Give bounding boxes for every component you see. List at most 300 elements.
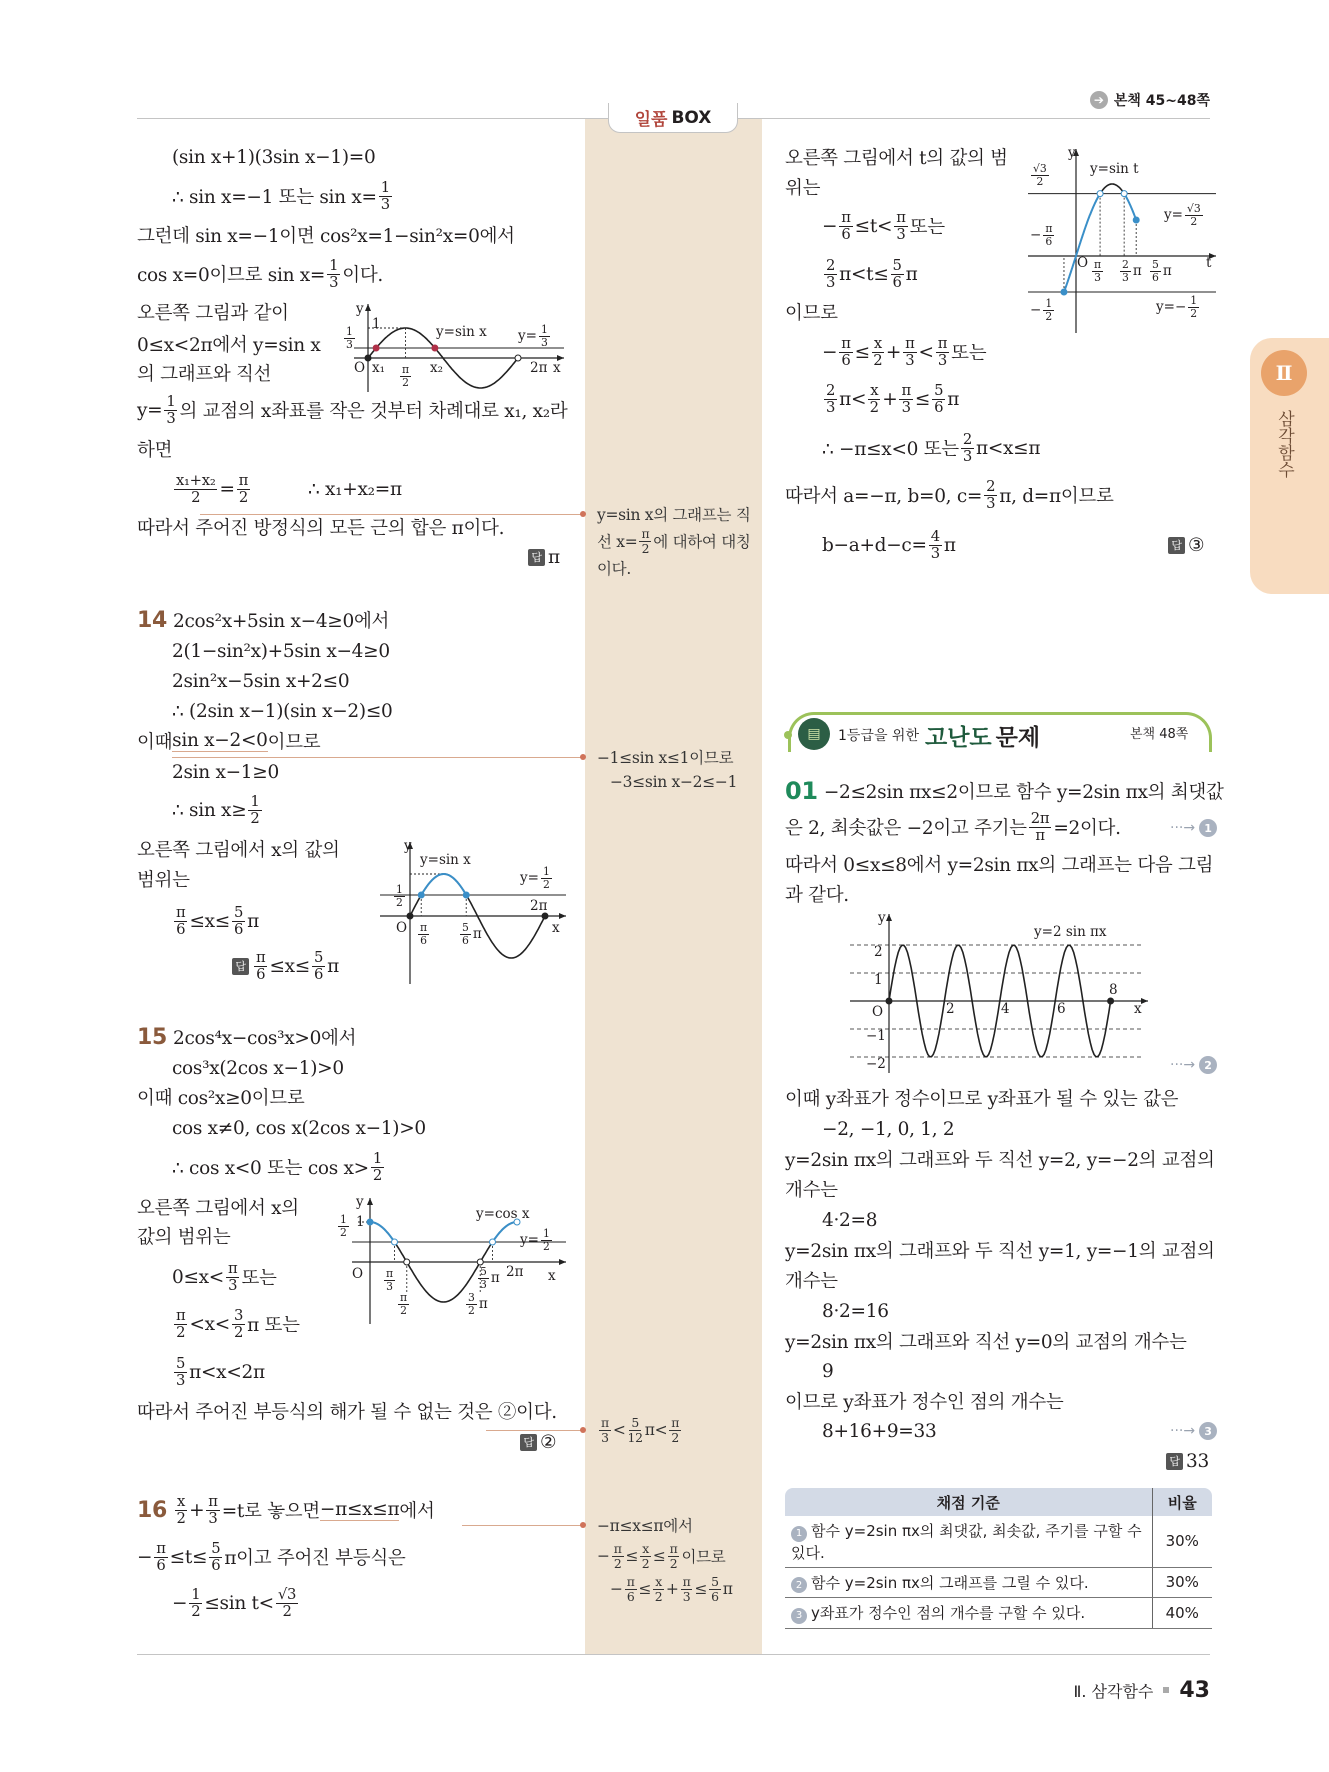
title-suffix: 문제: [995, 724, 1041, 751]
math-text: 이므로: [267, 732, 321, 753]
grading-table: [785, 1488, 1212, 1629]
math-text: ∴ sin x≥: [172, 799, 247, 821]
math-text: π: [722, 1580, 733, 1598]
book-reference: [1090, 90, 1210, 110]
fraction: [625, 1575, 637, 1603]
fraction: [232, 905, 245, 938]
table-row: 3 y좌표가 정수인 점의 개수를 구할 수 있다. 40%: [785, 1598, 1212, 1629]
math-text: 0≤x<: [172, 1266, 225, 1288]
fraction: [478, 1266, 489, 1290]
math-text: +: [885, 341, 902, 363]
numerator: 1: [372, 1149, 382, 1167]
math-text: y=2 sin πx: [1034, 924, 1107, 940]
note-bullet: [580, 754, 586, 760]
fraction: [894, 210, 907, 243]
denominator: 2: [869, 398, 879, 416]
denominator: 6: [462, 933, 469, 947]
math-text: π: [478, 1296, 488, 1312]
graph-sin-t: [1028, 145, 1218, 335]
numerator: 5: [233, 903, 244, 921]
math-text: 이때 y좌표가 정수이므로 y좌표가 될 수 있는 값은: [785, 1089, 1179, 1110]
math-text: 2: [874, 944, 883, 960]
math-text: 하면: [137, 440, 173, 461]
fraction: [639, 527, 651, 555]
point: [515, 355, 521, 361]
fraction: [628, 1416, 643, 1444]
denominator: 3: [346, 337, 353, 351]
math-text: π: [943, 534, 956, 556]
point: [418, 892, 424, 898]
math-text: π: [1132, 263, 1142, 279]
math-text: y=sin x: [436, 324, 487, 340]
denominator: 2: [641, 540, 650, 556]
denominator: 6: [420, 933, 427, 947]
fraction: [164, 394, 177, 427]
math-text: 따라서 주어진 방정식의 모든 근의 합은 π이다.: [137, 518, 505, 539]
fraction: [868, 383, 880, 416]
problem-number: 16: [137, 1497, 168, 1523]
math-text: 위는: [785, 178, 821, 199]
denominator: 6: [233, 920, 244, 938]
point: [886, 998, 892, 1004]
footer-chapter: Ⅱ. 삼각함수: [1073, 1681, 1154, 1701]
denominator: 2: [1045, 309, 1053, 323]
point: [407, 913, 413, 919]
denominator: 3: [208, 1509, 218, 1527]
math-text: <x<: [189, 1313, 230, 1335]
math-text: ≤t≤: [169, 1546, 208, 1568]
math-text: −2≤2sin πx≤2이므로 함수 y=2sin πx의 최댓값: [823, 782, 1224, 803]
denominator: 3: [905, 351, 915, 369]
math-text: −2: [866, 1056, 886, 1072]
denominator: 3: [601, 1429, 609, 1445]
numerator: 1: [166, 392, 176, 410]
math-text: −: [822, 215, 838, 237]
math-text: 에서: [399, 1501, 435, 1522]
math-text: y: [878, 910, 886, 926]
math-text: π 또는: [247, 1315, 300, 1336]
numerator: π: [1045, 221, 1053, 235]
math-text: =t로 놓으면: [221, 1501, 320, 1522]
fraction: [154, 1541, 167, 1574]
numerator: 1: [340, 1212, 347, 1226]
math-text: O: [872, 1004, 884, 1020]
point: [365, 355, 371, 361]
denominator: 2: [402, 375, 409, 389]
denominator: 2: [396, 895, 403, 909]
page-number: 43: [1179, 1677, 1210, 1703]
denominator: 3: [540, 335, 548, 349]
numerator: 2π: [1030, 809, 1050, 827]
math-text: 이므로: [681, 1548, 726, 1566]
math-text: −: [172, 1592, 188, 1614]
y-arrow-icon: [886, 914, 892, 921]
math-text: ③: [1188, 534, 1205, 556]
title-prefix: 1등급을 위한: [838, 728, 919, 744]
math-text: π: [472, 926, 482, 942]
numerator: π: [841, 334, 851, 352]
denominator: 6: [1045, 234, 1053, 248]
denominator: 3: [986, 494, 996, 512]
math-text: y=cos x: [476, 1206, 530, 1222]
denominator: 3: [682, 1588, 691, 1604]
denominator: 2: [191, 1602, 201, 1620]
numerator: 1: [396, 882, 403, 896]
math-text: 8: [1109, 982, 1118, 998]
math-text: π<: [644, 1421, 668, 1439]
point: [1121, 191, 1127, 197]
math-text: y: [356, 301, 364, 317]
numerator: 2: [962, 430, 972, 448]
fraction: [398, 1292, 409, 1316]
math-text: y=: [1164, 207, 1183, 223]
math-text: 오른쪽 그림에서 x의 값의: [137, 840, 340, 861]
fraction: [232, 1308, 245, 1341]
numerator: 2: [986, 477, 996, 495]
numerator: 5: [631, 1415, 639, 1431]
point: [432, 345, 438, 351]
math-text: π: [490, 1270, 500, 1286]
math-text: ≤sin t<: [204, 1592, 274, 1614]
math-text: ≤: [854, 341, 870, 363]
math-text: 의 교점의 x좌표를 작은 것부터 차례대로 x₁, x₂라: [179, 401, 568, 422]
math-text: 1: [356, 1214, 365, 1230]
denominator: 6: [176, 920, 186, 938]
numerator: √3: [1033, 161, 1047, 175]
denominator: 3: [826, 273, 836, 291]
fraction: [371, 1151, 384, 1184]
numerator: 3: [233, 1306, 244, 1324]
math-text: 0≤x<2π에서 y=sin x: [137, 335, 321, 356]
math-text: 또는: [951, 343, 987, 364]
math-text: 2: [946, 1001, 955, 1017]
numerator: π: [402, 362, 410, 376]
denominator: 2: [613, 1555, 622, 1571]
math-text: y=: [520, 1232, 539, 1248]
math-text: π: [1162, 263, 1172, 279]
math-text: +: [665, 1580, 679, 1598]
math-text: y=sin x: [420, 852, 471, 868]
denominator: 2: [654, 1588, 663, 1604]
numerator: π: [626, 1574, 635, 1590]
note-bullet: [580, 511, 586, 517]
math-text: −: [137, 1546, 153, 1568]
math-text: y=−: [1156, 299, 1187, 315]
math-text: ∴ x₁+x₂=π: [308, 478, 402, 500]
math-text: π: [947, 388, 960, 410]
curve: [493, 1222, 518, 1242]
box-title-b: BOX: [671, 107, 712, 128]
math-text: x₂: [430, 360, 444, 376]
numerator: 5: [462, 920, 469, 934]
fraction: [206, 1494, 219, 1527]
denominator: 2: [372, 1166, 382, 1184]
hard-box-ref: 본책 48쪽: [1130, 727, 1189, 742]
denominator: π: [1035, 826, 1045, 844]
denominator: 2: [671, 1429, 679, 1445]
fraction: [1031, 163, 1049, 187]
denominator: 6: [626, 1588, 635, 1604]
math-text: −: [610, 1580, 623, 1598]
point: [1097, 191, 1103, 197]
numerator: 5: [934, 381, 944, 399]
point: [373, 345, 379, 351]
col-ratio: 비율: [1152, 1488, 1212, 1516]
math-text: 2π: [530, 898, 548, 914]
math-text: 선 x=: [597, 533, 638, 551]
math-text: <: [612, 1421, 626, 1439]
fraction: [312, 950, 325, 983]
answer-icon: 답: [1166, 1453, 1183, 1470]
numerator: 1: [346, 324, 353, 338]
numerator: π: [937, 334, 948, 352]
math-text: 이므로 y좌표가 정수인 점의 개수는: [785, 1392, 1064, 1413]
answer-icon: 답: [528, 549, 545, 566]
numerator: π: [400, 1290, 408, 1304]
point: [463, 892, 469, 898]
fraction: [418, 922, 429, 946]
fraction: [175, 1494, 187, 1527]
math-text: 범위는: [137, 870, 190, 891]
denominator: 6: [256, 965, 266, 983]
denominator: 2: [1190, 306, 1198, 320]
fraction: [344, 326, 355, 350]
fraction: [248, 794, 261, 827]
math-text: −π≤x≤π에서: [597, 1517, 693, 1535]
numerator: 2: [1122, 257, 1129, 271]
denominator: 2: [542, 877, 550, 891]
denominator: 3: [826, 398, 836, 416]
denominator: 12: [627, 1429, 643, 1445]
numerator: 1: [380, 178, 390, 196]
fraction: [932, 383, 945, 416]
math-text: 2sin x−1≥0: [172, 761, 279, 783]
numerator: π: [386, 1266, 394, 1280]
title-main: 고난도: [924, 724, 992, 751]
fraction: [174, 1308, 187, 1341]
math-text: <: [918, 341, 934, 363]
denominator: 2: [282, 1602, 292, 1620]
note-bullet: [580, 1427, 586, 1433]
denominator: 2: [542, 1239, 550, 1253]
math-text: y=: [520, 870, 539, 886]
denominator: 2: [400, 1303, 407, 1317]
numerator: 5: [711, 1574, 719, 1590]
math-text: +: [882, 388, 898, 410]
denominator: 6: [841, 225, 851, 243]
chapter-tab[interactable]: [1250, 338, 1329, 594]
math-text: O: [396, 920, 408, 936]
y-arrow-icon: [367, 1198, 373, 1205]
math-text: −: [822, 341, 838, 363]
square-icon: [1163, 1687, 1169, 1693]
math-text: −3≤sin x−2≤−1: [610, 773, 738, 791]
math-text: π, d=π이므로: [999, 486, 1114, 507]
math-text: cos x≠0, cos x(2cos x−1)>0: [172, 1117, 426, 1139]
denominator: 2: [191, 488, 201, 506]
point: [367, 1219, 373, 1225]
math-text: y=2sin πx의 그래프와 두 직선 y=1, y=−1의 교점의: [785, 1241, 1215, 1262]
fraction: [929, 529, 942, 562]
math-text: 또는: [241, 1268, 277, 1289]
frame-dot: [784, 731, 792, 739]
math-text: π: [327, 955, 339, 977]
numerator: π: [176, 1306, 186, 1324]
denominator: 6: [156, 1556, 166, 1574]
math-text: 2sin²x−5sin x+2≤0: [172, 670, 350, 692]
fraction: [237, 473, 250, 506]
math-text: 이므로: [785, 303, 838, 324]
denominator: 2: [176, 1323, 186, 1341]
numerator: π: [176, 903, 186, 921]
fraction: [174, 905, 187, 938]
numerator: π: [420, 920, 428, 934]
math-text: 또는: [909, 217, 945, 238]
math-text: ∴ −π≤x<0 또는: [822, 439, 959, 460]
math-text: π: [548, 546, 560, 568]
math-text: 1: [372, 316, 381, 332]
reference-text: 본책 45~48쪽: [1113, 93, 1210, 109]
denominator: 2: [873, 351, 883, 369]
math-text: ∴ sin x=−1 또는 sin x=: [172, 187, 377, 208]
denominator: 2: [669, 1555, 678, 1571]
math-text: −1≤sin x≤1이므로: [597, 749, 734, 767]
numerator: π: [901, 381, 911, 399]
math-text: y: [1068, 145, 1076, 161]
math-text: 이다.: [342, 265, 383, 286]
numerator: 1: [542, 1226, 550, 1240]
numerator: x: [873, 334, 882, 352]
fraction: [226, 1261, 239, 1294]
fraction: [466, 1292, 477, 1316]
fraction: [379, 180, 392, 213]
table-row: 1 함수 y=2sin πx의 최댓값, 최솟값, 주기를 구할 수 있다. 30%: [785, 1516, 1212, 1567]
math-text: x: [548, 1268, 556, 1284]
numerator: 1: [329, 256, 339, 274]
math-text: O: [354, 360, 366, 376]
numerator: 5: [211, 1539, 221, 1557]
numerator: 2: [826, 381, 836, 399]
math-text: 1: [874, 972, 883, 988]
numerator: π: [905, 334, 915, 352]
math-text: 이다.: [597, 560, 631, 578]
numerator: π: [156, 1539, 166, 1557]
math-text: 2π: [506, 1264, 524, 1280]
denominator: 2: [233, 1323, 244, 1341]
math-text: x: [1134, 1001, 1142, 1017]
fraction: [936, 336, 949, 369]
numerator: π: [682, 1574, 691, 1590]
math-text: ≤x≤: [189, 910, 230, 932]
fraction: [899, 383, 912, 416]
numerator: x: [177, 1492, 186, 1510]
box-tab: [608, 103, 738, 133]
x-arrow-icon: [559, 913, 566, 919]
numerator: π: [601, 1415, 609, 1431]
fraction: [640, 1542, 651, 1570]
math-text: ≤: [625, 1547, 639, 1565]
math-text: π<x<2π: [189, 1361, 265, 1383]
numerator: 5: [1152, 257, 1159, 271]
numerator: π: [671, 1415, 680, 1431]
math-text: π<x≤π: [975, 437, 1041, 459]
denominator: 3: [901, 398, 911, 416]
table-row: 2 함수 y=2sin πx의 그래프를 그릴 수 있다. 30%: [785, 1567, 1212, 1598]
numerator: π: [256, 948, 266, 966]
math-text: ∴ cos x<0 또는 cos x>: [172, 1158, 369, 1179]
math-text: +: [189, 1499, 205, 1521]
math-text: x: [552, 920, 560, 936]
y-arrow-icon: [365, 304, 371, 311]
numerator: π: [669, 1541, 678, 1557]
denominator: 2: [641, 1555, 650, 1571]
math-text: 그런데 sin x=−1이면 cos²x=1−sin²x=0에서: [137, 226, 515, 247]
fraction: [327, 258, 340, 291]
problem-number: 01: [785, 777, 818, 805]
math-text: ②: [540, 1431, 557, 1453]
denominator: 6: [313, 965, 324, 983]
math-text: 은 2, 최솟값은 −2이고 주기는: [785, 818, 1027, 839]
numerator: 5: [480, 1264, 487, 1278]
denominator: 2: [1190, 214, 1198, 228]
fraction: [384, 1268, 395, 1292]
note-bullet: [580, 1522, 586, 1528]
math-text: −: [1030, 302, 1042, 318]
math-text: 2π: [530, 360, 548, 376]
math-text: b−a+d−c=: [822, 534, 927, 556]
fraction: [276, 1587, 298, 1620]
math-text: ≤: [638, 1580, 652, 1598]
math-text: ≤: [652, 1547, 666, 1565]
fraction: [681, 1575, 693, 1603]
math-text: π이고 주어진 부등식은: [224, 1548, 406, 1569]
x-arrow-icon: [1141, 998, 1148, 1004]
numerator: 5: [176, 1354, 186, 1372]
x-arrow-icon: [559, 1259, 566, 1265]
math-text: cos x=0이므로 sin x=: [137, 265, 326, 286]
fraction: [599, 1416, 611, 1444]
math-text: −1: [866, 1028, 886, 1044]
denominator: 3: [176, 1371, 186, 1389]
fraction: [400, 364, 411, 388]
math-text: O: [352, 1266, 364, 1282]
denominator: 3: [1122, 270, 1129, 284]
denominator: 3: [380, 195, 390, 213]
math-text: y: [404, 838, 412, 854]
fraction: [541, 1228, 552, 1252]
math-text: y=2sin πx의 그래프와 직선 y=0의 교점의 개수는: [785, 1332, 1187, 1353]
math-text: 따라서 주어진 부등식의 해가 될 수 없는 것은 ②이다.: [137, 1402, 557, 1423]
fraction: [824, 258, 837, 291]
fraction: [1043, 298, 1054, 322]
fraction: [669, 1416, 681, 1444]
fraction: [1188, 295, 1199, 319]
denominator: 6: [711, 1588, 719, 1604]
denominator: 3: [166, 409, 176, 427]
curve: [421, 874, 466, 895]
numerator: π: [896, 208, 906, 226]
denominator: 3: [930, 544, 940, 562]
denominator: 3: [480, 1277, 487, 1291]
math-text: π<t≤: [839, 263, 889, 285]
math-text: 9: [822, 1360, 834, 1382]
arrow-icon: ➔: [1090, 91, 1108, 109]
denominator: 6: [211, 1556, 221, 1574]
numerator: π: [208, 1492, 218, 1510]
fraction: [824, 383, 837, 416]
numerator: 1: [191, 1585, 201, 1603]
point: [1108, 998, 1114, 1004]
